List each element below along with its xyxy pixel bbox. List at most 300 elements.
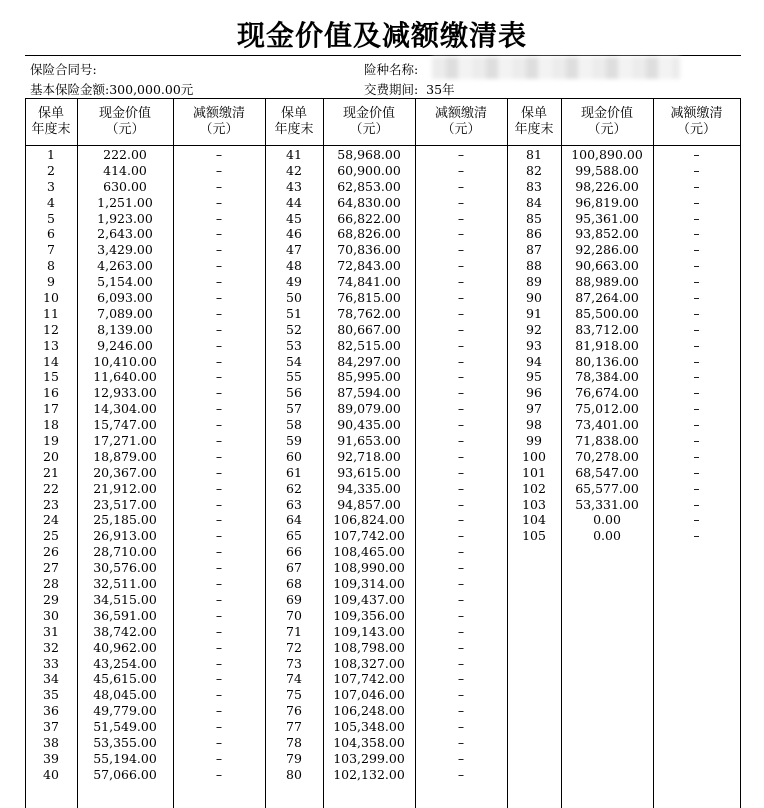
- cash-value-cell: 12,933.00: [93, 385, 157, 401]
- reduced-paid-up-cell: –: [693, 210, 700, 226]
- policy-year-cell: 31: [43, 623, 59, 639]
- policy-year-cell: 37: [43, 719, 59, 735]
- cash-value-cell: 109,143.00: [333, 623, 405, 639]
- policy-year-cell: 73: [286, 655, 302, 671]
- cash-value-cell: 9,246.00: [97, 337, 153, 353]
- reduced-paid-up-cell: –: [457, 480, 465, 496]
- cash-value-cell: 38,742.00: [93, 623, 157, 639]
- reduced-paid-up-cell: –: [215, 512, 223, 528]
- cash-value-cell: 48,045.00: [93, 687, 157, 703]
- policy-year-cell: 86: [526, 226, 542, 242]
- policy-year-cell: 41: [286, 147, 302, 162]
- cash-value-cell: 98,226.00: [575, 178, 639, 194]
- reduced-paid-up-cell: –: [457, 242, 465, 258]
- col-year: [25, 147, 77, 783]
- policy-year-cell: 44: [286, 194, 302, 210]
- policy-year-cell: 63: [286, 496, 302, 512]
- reduced-paid-up-cell: –: [457, 639, 465, 655]
- policy-year-cell: 93: [526, 337, 542, 353]
- reduced-paid-up-cell: –: [457, 687, 465, 703]
- cash-value-cell: 70,836.00: [337, 242, 401, 258]
- reduced-paid-up-cell: –: [215, 639, 223, 655]
- reduced-paid-up-cell: –: [693, 448, 700, 464]
- col-reduced-paid-up: [653, 147, 740, 544]
- policy-year-cell: 56: [286, 385, 302, 401]
- cash-value-cell: 23,517.00: [93, 496, 157, 512]
- policy-year-cell: 66: [286, 544, 302, 560]
- payment-period-value: 35年: [426, 82, 455, 97]
- policy-year-cell: 20: [43, 448, 59, 464]
- reduced-paid-up-cell: –: [457, 417, 465, 433]
- reduced-paid-up-cell: –: [693, 274, 700, 290]
- reduced-paid-up-cell: –: [215, 305, 223, 321]
- cash-value-cell: 93,615.00: [337, 464, 401, 480]
- cash-value-cell: 105,348.00: [333, 719, 405, 735]
- cash-value-cell: 49,779.00: [93, 703, 157, 719]
- policy-year-cell: 60: [286, 448, 302, 464]
- reduced-paid-up-cell: –: [693, 496, 700, 512]
- reduced-paid-up-cell: –: [457, 671, 465, 687]
- cash-value-cell: 108,327.00: [333, 655, 405, 671]
- cash-value-cell: 55,194.00: [93, 750, 157, 766]
- reduced-paid-up-cell: –: [215, 385, 223, 401]
- reduced-paid-up-cell: –: [215, 766, 223, 782]
- cash-value-cell: 18,879.00: [93, 448, 157, 464]
- reduced-paid-up-cell: –: [457, 178, 465, 194]
- cash-value-cell: 106,248.00: [333, 703, 405, 719]
- reduced-paid-up-cell: –: [215, 528, 223, 544]
- header-policy-year: 保单 年度末: [274, 106, 314, 137]
- policy-year-cell: 83: [526, 178, 542, 194]
- policy-year-cell: 17: [43, 401, 59, 417]
- policy-year-cell: 72: [286, 639, 302, 655]
- reduced-paid-up-cell: –: [693, 321, 700, 337]
- policy-year-cell: 11: [43, 305, 59, 321]
- cash-value-cell: 74,841.00: [337, 274, 401, 290]
- policy-year-cell: 79: [286, 750, 302, 766]
- reduced-paid-up-cell: –: [457, 162, 465, 178]
- reduced-paid-up-cell: –: [215, 464, 223, 480]
- cash-value-cell: 58,968.00: [337, 147, 401, 162]
- reduced-paid-up-cell: –: [457, 369, 465, 385]
- policy-year-cell: 14: [43, 353, 59, 369]
- cash-value-cell: 99,588.00: [575, 162, 639, 178]
- cash-value-cell: 108,798.00: [333, 639, 405, 655]
- cash-value-cell: 100,890.00: [571, 147, 643, 162]
- policy-year-cell: 35: [43, 687, 59, 703]
- policy-year-cell: 51: [286, 305, 302, 321]
- policy-year-cell: 103: [522, 496, 546, 512]
- reduced-paid-up-cell: –: [215, 750, 223, 766]
- title-rule: [25, 55, 741, 56]
- policy-year-cell: 49: [286, 274, 302, 290]
- policy-year-cell: 33: [43, 655, 59, 671]
- cash-value-cell: 107,046.00: [333, 687, 405, 703]
- cash-value-cell: 87,264.00: [575, 290, 639, 306]
- policy-year-cell: 9: [47, 274, 55, 290]
- policy-year-cell: 34: [43, 671, 59, 687]
- policy-year-cell: 38: [43, 734, 59, 750]
- reduced-paid-up-cell: –: [457, 576, 465, 592]
- col-cash-value: [77, 147, 173, 783]
- reduced-paid-up-cell: –: [457, 226, 465, 242]
- reduced-paid-up-cell: –: [215, 369, 223, 385]
- cash-value-cell: 102,132.00: [333, 766, 405, 782]
- header-policy-year: 保单 年度末: [31, 106, 71, 137]
- cash-value-cell: 53,331.00: [575, 496, 639, 512]
- policy-year-cell: 8: [47, 258, 55, 274]
- reduced-paid-up-cell: –: [215, 162, 223, 178]
- reduced-paid-up-cell: –: [457, 274, 465, 290]
- reduced-paid-up-cell: –: [215, 210, 223, 226]
- contract-number-label: 保险合同号:: [30, 62, 97, 77]
- cash-value-cell: 43,254.00: [93, 655, 157, 671]
- reduced-paid-up-cell: –: [215, 560, 223, 576]
- cash-value-cell: 88,989.00: [575, 274, 639, 290]
- policy-year-cell: 22: [43, 480, 59, 496]
- policy-year-cell: 65: [286, 528, 302, 544]
- cash-value-cell: 40,962.00: [93, 639, 157, 655]
- cash-value-cell: 109,314.00: [333, 576, 405, 592]
- cash-value-cell: 82,515.00: [337, 337, 401, 353]
- cash-value-table: [25, 99, 741, 808]
- reduced-paid-up-cell: –: [215, 576, 223, 592]
- policy-year-cell: 85: [526, 210, 542, 226]
- header-reduced-paid-up: 减额缴清 （元）: [434, 106, 487, 137]
- policy-year-cell: 102: [522, 480, 546, 496]
- cash-value-cell: 25,185.00: [93, 512, 157, 528]
- policy-year-cell: 90: [526, 290, 542, 306]
- reduced-paid-up-cell: –: [457, 560, 465, 576]
- cash-value-cell: 0.00: [593, 528, 621, 544]
- header-reduced-paid-up: 减额缴清 （元）: [670, 106, 723, 137]
- reduced-paid-up-cell: –: [693, 290, 700, 306]
- reduced-paid-up-cell: –: [215, 401, 223, 417]
- reduced-paid-up-cell: –: [693, 417, 700, 433]
- reduced-paid-up-cell: –: [215, 496, 223, 512]
- policy-year-cell: 96: [526, 385, 542, 401]
- cash-value-cell: 107,742.00: [333, 671, 405, 687]
- policy-year-cell: 80: [286, 766, 302, 782]
- reduced-paid-up-cell: –: [215, 242, 223, 258]
- policy-year-cell: 71: [286, 623, 302, 639]
- reduced-paid-up-cell: –: [457, 623, 465, 639]
- reduced-paid-up-cell: –: [215, 734, 223, 750]
- policy-year-cell: 54: [286, 353, 302, 369]
- cash-value-cell: 78,384.00: [575, 369, 639, 385]
- cash-value-cell: 414.00: [103, 162, 147, 178]
- policy-year-cell: 77: [286, 719, 302, 735]
- cash-value-cell: 65,577.00: [575, 480, 639, 496]
- policy-year-cell: 97: [526, 401, 542, 417]
- reduced-paid-up-cell: –: [215, 448, 223, 464]
- policy-year-cell: 16: [43, 385, 59, 401]
- policy-year-cell: 64: [286, 512, 302, 528]
- cash-value-cell: 78,762.00: [337, 305, 401, 321]
- policy-year-cell: 3: [47, 178, 55, 194]
- col-year: [507, 147, 561, 544]
- reduced-paid-up-cell: –: [693, 512, 700, 528]
- sum-insured-label: 基本保险金额:: [30, 82, 110, 97]
- reduced-paid-up-cell: –: [693, 337, 700, 353]
- cash-value-cell: 107,742.00: [333, 528, 405, 544]
- reduced-paid-up-cell: –: [215, 687, 223, 703]
- policy-year-cell: 87: [526, 242, 542, 258]
- reduced-paid-up-cell: –: [215, 147, 223, 162]
- reduced-paid-up-cell: –: [457, 464, 465, 480]
- policy-year-cell: 4: [47, 194, 55, 210]
- policy-year-cell: 21: [43, 464, 59, 480]
- policy-year-cell: 50: [286, 290, 302, 306]
- cash-value-cell: 51,549.00: [93, 719, 157, 735]
- cash-value-cell: 21,912.00: [93, 480, 157, 496]
- policy-year-cell: 105: [522, 528, 546, 544]
- policy-year-cell: 27: [43, 560, 59, 576]
- reduced-paid-up-cell: –: [457, 512, 465, 528]
- reduced-paid-up-cell: –: [215, 226, 223, 242]
- cash-value-cell: 7,089.00: [97, 305, 153, 321]
- reduced-paid-up-cell: –: [215, 321, 223, 337]
- reduced-paid-up-cell: –: [215, 719, 223, 735]
- policy-year-cell: 23: [43, 496, 59, 512]
- policy-year-cell: 57: [286, 401, 302, 417]
- cash-value-cell: 68,547.00: [575, 464, 639, 480]
- cash-value-cell: 93,852.00: [575, 226, 639, 242]
- cash-value-cell: 108,990.00: [333, 560, 405, 576]
- cash-value-cell: 30,576.00: [93, 560, 157, 576]
- cash-value-cell: 90,435.00: [337, 417, 401, 433]
- cash-value-cell: 11,640.00: [93, 369, 157, 385]
- reduced-paid-up-cell: –: [215, 623, 223, 639]
- policy-year-cell: 6: [47, 226, 55, 242]
- sum-insured-row: [30, 80, 193, 98]
- policy-year-cell: 42: [286, 162, 302, 178]
- cash-value-cell: 62,853.00: [337, 178, 401, 194]
- cash-value-cell: 1,923.00: [97, 210, 153, 226]
- reduced-paid-up-cell: –: [693, 401, 700, 417]
- reduced-paid-up-cell: –: [457, 337, 465, 353]
- reduced-paid-up-cell: –: [693, 258, 700, 274]
- cash-value-cell: 66,822.00: [337, 210, 401, 226]
- cash-value-cell: 57,066.00: [93, 766, 157, 782]
- policy-year-cell: 92: [526, 321, 542, 337]
- reduced-paid-up-cell: –: [693, 369, 700, 385]
- cash-value-cell: 45,615.00: [93, 671, 157, 687]
- cash-value-cell: 72,843.00: [337, 258, 401, 274]
- cash-value-cell: 91,653.00: [337, 433, 401, 449]
- reduced-paid-up-cell: –: [693, 162, 700, 178]
- policy-year-cell: 13: [43, 337, 59, 353]
- policy-year-cell: 47: [286, 242, 302, 258]
- policy-year-cell: 26: [43, 544, 59, 560]
- cash-value-cell: 108,465.00: [333, 544, 405, 560]
- cash-value-cell: 20,367.00: [93, 464, 157, 480]
- reduced-paid-up-cell: –: [215, 274, 223, 290]
- cash-value-cell: 6,093.00: [97, 290, 153, 306]
- reduced-paid-up-cell: –: [693, 178, 700, 194]
- policy-year-cell: 39: [43, 750, 59, 766]
- policy-year-cell: 61: [286, 464, 302, 480]
- reduced-paid-up-cell: –: [693, 242, 700, 258]
- reduced-paid-up-cell: –: [215, 258, 223, 274]
- policy-year-cell: 12: [43, 321, 59, 337]
- cash-value-cell: 8,139.00: [97, 321, 153, 337]
- policy-year-cell: 74: [286, 671, 302, 687]
- header-policy-year: 保单 年度末: [514, 106, 554, 137]
- policy-year-cell: 43: [286, 178, 302, 194]
- reduced-paid-up-cell: –: [693, 226, 700, 242]
- policy-year-cell: 32: [43, 639, 59, 655]
- header-cash-value: 现金价值 （元）: [98, 106, 151, 137]
- reduced-paid-up-cell: –: [693, 147, 700, 162]
- header-reduced-paid-up: 减额缴清 （元）: [192, 106, 245, 137]
- policy-year-cell: 1: [47, 147, 55, 162]
- reduced-paid-up-cell: –: [215, 353, 223, 369]
- cash-value-cell: 109,356.00: [333, 607, 405, 623]
- reduced-paid-up-cell: –: [457, 353, 465, 369]
- reduced-paid-up-cell: –: [457, 496, 465, 512]
- policy-year-cell: 19: [43, 433, 59, 449]
- cash-value-cell: 71,838.00: [575, 433, 639, 449]
- reduced-paid-up-cell: –: [457, 734, 465, 750]
- cash-value-cell: 73,401.00: [575, 417, 639, 433]
- reduced-paid-up-cell: –: [215, 178, 223, 194]
- policy-year-cell: 94: [526, 353, 542, 369]
- reduced-paid-up-cell: –: [215, 703, 223, 719]
- policy-year-cell: 10: [43, 290, 59, 306]
- sum-insured-value: 300,000.00元: [109, 82, 194, 97]
- col-cash-value: [561, 147, 653, 544]
- cash-value-cell: 70,278.00: [575, 448, 639, 464]
- reduced-paid-up-cell: –: [215, 591, 223, 607]
- payment-period-row: [364, 80, 455, 98]
- header-cash-value: 现金价值 （元）: [342, 106, 395, 137]
- col-cash-value: [323, 147, 415, 783]
- reduced-paid-up-cell: –: [693, 194, 700, 210]
- header-rule: [25, 145, 741, 146]
- reduced-paid-up-cell: –: [457, 147, 465, 162]
- cash-value-cell: 85,995.00: [337, 369, 401, 385]
- reduced-paid-up-cell: –: [457, 766, 465, 782]
- reduced-paid-up-cell: –: [457, 258, 465, 274]
- redacted-product-name: [432, 57, 680, 79]
- cash-value-cell: 89,079.00: [337, 401, 401, 417]
- cash-value-cell: 26,913.00: [93, 528, 157, 544]
- payment-period-label: 交费期间:: [364, 82, 419, 97]
- cash-value-cell: 68,826.00: [337, 226, 401, 242]
- cash-value-cell: 106,824.00: [333, 512, 405, 528]
- policy-year-cell: 24: [43, 512, 59, 528]
- policy-year-cell: 76: [286, 703, 302, 719]
- cash-value-cell: 104,358.00: [333, 734, 405, 750]
- cash-value-cell: 92,286.00: [575, 242, 639, 258]
- reduced-paid-up-cell: –: [457, 401, 465, 417]
- policy-year-cell: 53: [286, 337, 302, 353]
- cash-value-cell: 80,667.00: [337, 321, 401, 337]
- cash-value-cell: 10,410.00: [93, 353, 157, 369]
- policy-year-cell: 99: [526, 433, 542, 449]
- reduced-paid-up-cell: –: [215, 290, 223, 306]
- cash-value-cell: 0.00: [593, 512, 621, 528]
- reduced-paid-up-cell: –: [693, 305, 700, 321]
- cash-value-cell: 53,355.00: [93, 734, 157, 750]
- policy-year-cell: 40: [43, 766, 59, 782]
- reduced-paid-up-cell: –: [457, 607, 465, 623]
- cash-value-cell: 2,643.00: [97, 226, 153, 242]
- cash-value-cell: 1,251.00: [97, 194, 153, 210]
- policy-year-cell: 70: [286, 607, 302, 623]
- policy-year-cell: 29: [43, 591, 59, 607]
- cash-value-cell: 36,591.00: [93, 607, 157, 623]
- cash-value-cell: 80,136.00: [575, 353, 639, 369]
- policy-year-cell: 101: [522, 464, 546, 480]
- cash-value-cell: 94,857.00: [337, 496, 401, 512]
- cash-value-cell: 109,437.00: [333, 591, 405, 607]
- cash-value-cell: 17,271.00: [93, 433, 157, 449]
- reduced-paid-up-cell: –: [215, 417, 223, 433]
- policy-year-cell: 58: [286, 417, 302, 433]
- cash-value-cell: 14,304.00: [93, 401, 157, 417]
- page-title: 现金价值及减额缴清表: [236, 19, 527, 52]
- cash-value-cell: 4,263.00: [97, 258, 153, 274]
- reduced-paid-up-cell: –: [215, 607, 223, 623]
- product-name-label: 险种名称:: [364, 62, 419, 77]
- reduced-paid-up-cell: –: [693, 480, 700, 496]
- policy-year-cell: 15: [43, 369, 59, 385]
- cash-value-cell: 84,297.00: [337, 353, 401, 369]
- reduced-paid-up-cell: –: [215, 337, 223, 353]
- reduced-paid-up-cell: –: [457, 385, 465, 401]
- cash-value-cell: 222.00: [103, 147, 147, 162]
- policy-year-cell: 69: [286, 591, 302, 607]
- policy-year-cell: 89: [526, 274, 542, 290]
- reduced-paid-up-cell: –: [457, 321, 465, 337]
- cash-value-cell: 90,663.00: [575, 258, 639, 274]
- cash-value-cell: 103,299.00: [333, 750, 405, 766]
- policy-year-cell: 46: [286, 226, 302, 242]
- reduced-paid-up-cell: –: [457, 290, 465, 306]
- cash-value-cell: 28,710.00: [93, 544, 157, 560]
- cash-value-cell: 3,429.00: [97, 242, 153, 258]
- reduced-paid-up-cell: –: [457, 194, 465, 210]
- reduced-paid-up-cell: –: [215, 671, 223, 687]
- policy-year-cell: 75: [286, 687, 302, 703]
- policy-year-cell: 100: [522, 448, 546, 464]
- policy-year-cell: 84: [526, 194, 542, 210]
- cash-value-cell: 630.00: [103, 178, 147, 194]
- col-year: [265, 147, 323, 783]
- policy-year-cell: 28: [43, 576, 59, 592]
- reduced-paid-up-cell: –: [215, 433, 223, 449]
- reduced-paid-up-cell: –: [693, 528, 700, 544]
- reduced-paid-up-cell: –: [693, 353, 700, 369]
- policy-year-cell: 104: [522, 512, 546, 528]
- reduced-paid-up-cell: –: [215, 194, 223, 210]
- reduced-paid-up-cell: –: [457, 210, 465, 226]
- policy-year-cell: 95: [526, 369, 542, 385]
- reduced-paid-up-cell: –: [215, 544, 223, 560]
- policy-year-cell: 91: [526, 305, 542, 321]
- cash-value-cell: 5,154.00: [97, 274, 153, 290]
- cash-value-cell: 92,718.00: [337, 448, 401, 464]
- reduced-paid-up-cell: –: [457, 719, 465, 735]
- cash-value-cell: 60,900.00: [337, 162, 401, 178]
- reduced-paid-up-cell: –: [457, 591, 465, 607]
- policy-year-cell: 18: [43, 417, 59, 433]
- cash-value-cell: 75,012.00: [575, 401, 639, 417]
- cash-value-cell: 34,515.00: [93, 591, 157, 607]
- cash-value-cell: 96,819.00: [575, 194, 639, 210]
